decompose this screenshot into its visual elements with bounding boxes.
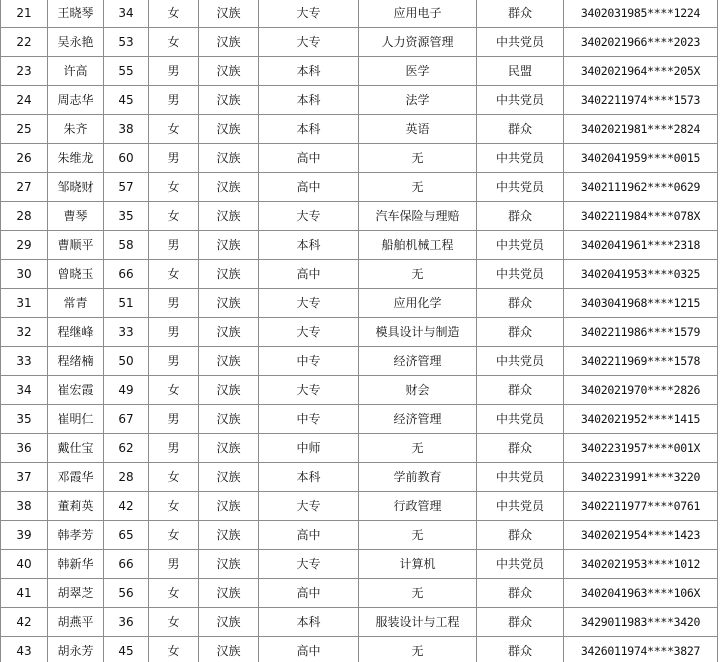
cell-political-status: 群众 xyxy=(477,637,564,662)
cell-seq-number: 43 xyxy=(1,637,48,662)
cell-seq-number: 32 xyxy=(1,318,48,347)
cell-ethnicity: 汉族 xyxy=(199,318,259,347)
cell-age: 28 xyxy=(104,463,149,492)
table-row xyxy=(1,144,718,173)
cell-id-number: 3402021964****205X xyxy=(564,57,718,86)
cell-id-number: 3402041959****0015 xyxy=(564,144,718,173)
cell-age: 33 xyxy=(104,318,149,347)
cell-gender: 男 xyxy=(149,434,199,463)
cell-gender: 女 xyxy=(149,376,199,405)
cell-name: 朱齐 xyxy=(48,115,104,144)
cell-major: 英语 xyxy=(359,115,477,144)
cell-major: 应用电子 xyxy=(359,0,477,28)
cell-major: 法学 xyxy=(359,86,477,115)
cell-age: 56 xyxy=(104,579,149,608)
cell-ethnicity: 汉族 xyxy=(199,260,259,289)
cell-political-status: 群众 xyxy=(477,115,564,144)
cell-age: 53 xyxy=(104,28,149,57)
cell-id-number: 3402021981****2824 xyxy=(564,115,718,144)
cell-gender: 女 xyxy=(149,608,199,637)
cell-name: 胡永芳 xyxy=(48,637,104,662)
cell-education: 本科 xyxy=(259,115,359,144)
cell-id-number: 3429011983****3420 xyxy=(564,608,718,637)
cell-gender: 女 xyxy=(149,28,199,57)
table-row xyxy=(1,579,718,608)
cell-id-number: 3402211969****1578 xyxy=(564,347,718,376)
cell-education: 大专 xyxy=(259,289,359,318)
cell-major: 无 xyxy=(359,521,477,550)
cell-name: 吴永艳 xyxy=(48,28,104,57)
table-row xyxy=(1,405,718,434)
cell-id-number: 3402021952****1415 xyxy=(564,405,718,434)
cell-seq-number: 38 xyxy=(1,492,48,521)
cell-seq-number: 31 xyxy=(1,289,48,318)
table-row xyxy=(1,318,718,347)
cell-age: 62 xyxy=(104,434,149,463)
cell-gender: 女 xyxy=(149,521,199,550)
cell-id-number: 3402021966****2023 xyxy=(564,28,718,57)
cell-name: 程绪楠 xyxy=(48,347,104,376)
cell-education: 大专 xyxy=(259,318,359,347)
cell-ethnicity: 汉族 xyxy=(199,202,259,231)
table-row xyxy=(1,434,718,463)
cell-political-status: 中共党员 xyxy=(477,550,564,579)
cell-major: 无 xyxy=(359,637,477,662)
cell-id-number: 3402231991****3220 xyxy=(564,463,718,492)
cell-name: 朱维龙 xyxy=(48,144,104,173)
cell-seq-number: 30 xyxy=(1,260,48,289)
cell-major: 经济管理 xyxy=(359,405,477,434)
cell-seq-number: 36 xyxy=(1,434,48,463)
cell-name: 崔宏霞 xyxy=(48,376,104,405)
cell-major: 汽车保险与理赔 xyxy=(359,202,477,231)
cell-gender: 女 xyxy=(149,637,199,662)
cell-political-status: 群众 xyxy=(477,434,564,463)
table-row xyxy=(1,550,718,579)
cell-id-number: 3403041968****1215 xyxy=(564,289,718,318)
cell-education: 大专 xyxy=(259,376,359,405)
cell-major: 无 xyxy=(359,260,477,289)
table-row xyxy=(1,492,718,521)
cell-major: 医学 xyxy=(359,57,477,86)
cell-seq-number: 27 xyxy=(1,173,48,202)
table-row xyxy=(1,202,718,231)
cell-education: 高中 xyxy=(259,637,359,662)
cell-major: 无 xyxy=(359,173,477,202)
cell-name: 曾晓玉 xyxy=(48,260,104,289)
cell-education: 本科 xyxy=(259,57,359,86)
cell-name: 王晓琴 xyxy=(48,0,104,28)
cell-ethnicity: 汉族 xyxy=(199,608,259,637)
cell-age: 42 xyxy=(104,492,149,521)
cell-seq-number: 40 xyxy=(1,550,48,579)
cell-gender: 男 xyxy=(149,405,199,434)
cell-seq-number: 22 xyxy=(1,28,48,57)
cell-major: 模具设计与制造 xyxy=(359,318,477,347)
cell-major: 行政管理 xyxy=(359,492,477,521)
cell-political-status: 群众 xyxy=(477,318,564,347)
cell-age: 66 xyxy=(104,260,149,289)
cell-political-status: 民盟 xyxy=(477,57,564,86)
cell-major: 船舶机械工程 xyxy=(359,231,477,260)
cell-id-number: 3402211977****0761 xyxy=(564,492,718,521)
cell-major: 财会 xyxy=(359,376,477,405)
cell-political-status: 群众 xyxy=(477,608,564,637)
cell-name: 邓霞华 xyxy=(48,463,104,492)
cell-gender: 男 xyxy=(149,231,199,260)
cell-major: 无 xyxy=(359,144,477,173)
table-row xyxy=(1,608,718,637)
cell-gender: 男 xyxy=(149,289,199,318)
table-row xyxy=(1,521,718,550)
cell-name: 董莉英 xyxy=(48,492,104,521)
cell-gender: 男 xyxy=(149,86,199,115)
cell-ethnicity: 汉族 xyxy=(199,231,259,260)
cell-ethnicity: 汉族 xyxy=(199,115,259,144)
cell-ethnicity: 汉族 xyxy=(199,434,259,463)
cell-age: 51 xyxy=(104,289,149,318)
cell-education: 大专 xyxy=(259,492,359,521)
cell-seq-number: 33 xyxy=(1,347,48,376)
cell-id-number: 3402021954****1423 xyxy=(564,521,718,550)
cell-major: 应用化学 xyxy=(359,289,477,318)
cell-name: 周志华 xyxy=(48,86,104,115)
cell-ethnicity: 汉族 xyxy=(199,0,259,28)
cell-gender: 女 xyxy=(149,202,199,231)
table-row xyxy=(1,347,718,376)
cell-political-status: 群众 xyxy=(477,289,564,318)
cell-seq-number: 37 xyxy=(1,463,48,492)
cell-major: 人力资源管理 xyxy=(359,28,477,57)
cell-seq-number: 24 xyxy=(1,86,48,115)
cell-name: 胡翠芝 xyxy=(48,579,104,608)
cell-age: 34 xyxy=(104,0,149,28)
cell-age: 49 xyxy=(104,376,149,405)
table-row xyxy=(1,28,718,57)
cell-seq-number: 34 xyxy=(1,376,48,405)
cell-political-status: 群众 xyxy=(477,376,564,405)
table-row xyxy=(1,0,718,28)
table-row xyxy=(1,637,718,662)
cell-ethnicity: 汉族 xyxy=(199,637,259,662)
cell-seq-number: 41 xyxy=(1,579,48,608)
cell-age: 65 xyxy=(104,521,149,550)
cell-major: 无 xyxy=(359,434,477,463)
cell-name: 胡燕平 xyxy=(48,608,104,637)
cell-ethnicity: 汉族 xyxy=(199,521,259,550)
cell-political-status: 群众 xyxy=(477,202,564,231)
cell-age: 35 xyxy=(104,202,149,231)
cell-major: 无 xyxy=(359,579,477,608)
cell-major: 学前教育 xyxy=(359,463,477,492)
cell-education: 本科 xyxy=(259,231,359,260)
table-row xyxy=(1,173,718,202)
cell-ethnicity: 汉族 xyxy=(199,347,259,376)
cell-ethnicity: 汉族 xyxy=(199,144,259,173)
cell-age: 45 xyxy=(104,637,149,662)
cell-age: 50 xyxy=(104,347,149,376)
cell-id-number: 3402041963****106X xyxy=(564,579,718,608)
cell-education: 中专 xyxy=(259,405,359,434)
cell-education: 高中 xyxy=(259,144,359,173)
table-row xyxy=(1,231,718,260)
cell-seq-number: 42 xyxy=(1,608,48,637)
cell-name: 崔明仁 xyxy=(48,405,104,434)
cell-political-status: 中共党员 xyxy=(477,173,564,202)
cell-ethnicity: 汉族 xyxy=(199,57,259,86)
cell-political-status: 中共党员 xyxy=(477,86,564,115)
cell-id-number: 3402021970****2826 xyxy=(564,376,718,405)
cell-gender: 女 xyxy=(149,463,199,492)
cell-seq-number: 28 xyxy=(1,202,48,231)
cell-id-number: 3402211984****078X xyxy=(564,202,718,231)
cell-ethnicity: 汉族 xyxy=(199,550,259,579)
cell-gender: 女 xyxy=(149,115,199,144)
table-row xyxy=(1,289,718,318)
cell-education: 本科 xyxy=(259,86,359,115)
cell-id-number: 3402111962****0629 xyxy=(564,173,718,202)
cell-political-status: 群众 xyxy=(477,0,564,28)
cell-id-number: 3402231957****001X xyxy=(564,434,718,463)
cell-ethnicity: 汉族 xyxy=(199,463,259,492)
cell-education: 本科 xyxy=(259,463,359,492)
cell-age: 67 xyxy=(104,405,149,434)
cell-major: 计算机 xyxy=(359,550,477,579)
cell-political-status: 中共党员 xyxy=(477,405,564,434)
cell-education: 本科 xyxy=(259,608,359,637)
cell-ethnicity: 汉族 xyxy=(199,579,259,608)
cell-gender: 男 xyxy=(149,144,199,173)
cell-age: 38 xyxy=(104,115,149,144)
cell-age: 66 xyxy=(104,550,149,579)
cell-education: 中专 xyxy=(259,347,359,376)
cell-ethnicity: 汉族 xyxy=(199,86,259,115)
cell-gender: 女 xyxy=(149,0,199,28)
cell-id-number: 3402021953****1012 xyxy=(564,550,718,579)
cell-political-status: 群众 xyxy=(477,521,564,550)
cell-name: 曹琴 xyxy=(48,202,104,231)
cell-age: 60 xyxy=(104,144,149,173)
cell-political-status: 中共党员 xyxy=(477,492,564,521)
cell-id-number: 3402211986****1579 xyxy=(564,318,718,347)
cell-seq-number: 35 xyxy=(1,405,48,434)
cell-ethnicity: 汉族 xyxy=(199,173,259,202)
cell-education: 大专 xyxy=(259,202,359,231)
cell-age: 45 xyxy=(104,86,149,115)
table-body xyxy=(1,0,718,662)
cell-seq-number: 21 xyxy=(1,0,48,28)
cell-gender: 女 xyxy=(149,260,199,289)
cell-name: 戴仕宝 xyxy=(48,434,104,463)
cell-education: 大专 xyxy=(259,28,359,57)
cell-age: 55 xyxy=(104,57,149,86)
cell-gender: 男 xyxy=(149,347,199,376)
cell-political-status: 中共党员 xyxy=(477,144,564,173)
cell-gender: 男 xyxy=(149,550,199,579)
cell-major: 服装设计与工程 xyxy=(359,608,477,637)
cell-political-status: 中共党员 xyxy=(477,260,564,289)
cell-name: 曹顺平 xyxy=(48,231,104,260)
cell-name: 常青 xyxy=(48,289,104,318)
table-row xyxy=(1,57,718,86)
table-row xyxy=(1,376,718,405)
cell-id-number: 3402031985****1224 xyxy=(564,0,718,28)
cell-id-number: 3402211974****1573 xyxy=(564,86,718,115)
cell-ethnicity: 汉族 xyxy=(199,405,259,434)
cell-age: 58 xyxy=(104,231,149,260)
cell-id-number: 3402041953****0325 xyxy=(564,260,718,289)
cell-gender: 女 xyxy=(149,579,199,608)
cell-education: 高中 xyxy=(259,521,359,550)
cell-gender: 女 xyxy=(149,173,199,202)
table-row xyxy=(1,115,718,144)
cell-seq-number: 23 xyxy=(1,57,48,86)
cell-ethnicity: 汉族 xyxy=(199,492,259,521)
cell-name: 韩孝芳 xyxy=(48,521,104,550)
cell-education: 大专 xyxy=(259,550,359,579)
cell-id-number: 3402041961****2318 xyxy=(564,231,718,260)
cell-age: 57 xyxy=(104,173,149,202)
cell-name: 邹晓财 xyxy=(48,173,104,202)
cell-political-status: 群众 xyxy=(477,579,564,608)
cell-seq-number: 26 xyxy=(1,144,48,173)
cell-education: 高中 xyxy=(259,260,359,289)
cell-age: 36 xyxy=(104,608,149,637)
cell-name: 程继峰 xyxy=(48,318,104,347)
cell-gender: 女 xyxy=(149,492,199,521)
cell-education: 大专 xyxy=(259,0,359,28)
cell-education: 高中 xyxy=(259,173,359,202)
table-row xyxy=(1,463,718,492)
cell-id-number: 3426011974****3827 xyxy=(564,637,718,662)
cell-political-status: 中共党员 xyxy=(477,347,564,376)
cell-political-status: 中共党员 xyxy=(477,231,564,260)
cell-seq-number: 29 xyxy=(1,231,48,260)
cell-seq-number: 39 xyxy=(1,521,48,550)
cell-seq-number: 25 xyxy=(1,115,48,144)
cell-name: 韩新华 xyxy=(48,550,104,579)
cell-gender: 男 xyxy=(149,57,199,86)
cell-ethnicity: 汉族 xyxy=(199,28,259,57)
table-row xyxy=(1,260,718,289)
cell-major: 经济管理 xyxy=(359,347,477,376)
cell-ethnicity: 汉族 xyxy=(199,376,259,405)
cell-political-status: 中共党员 xyxy=(477,463,564,492)
cell-ethnicity: 汉族 xyxy=(199,289,259,318)
cell-name: 许高 xyxy=(48,57,104,86)
cell-education: 高中 xyxy=(259,579,359,608)
cell-political-status: 中共党员 xyxy=(477,28,564,57)
cell-gender: 男 xyxy=(149,318,199,347)
cell-education: 中师 xyxy=(259,434,359,463)
table-row xyxy=(1,86,718,115)
